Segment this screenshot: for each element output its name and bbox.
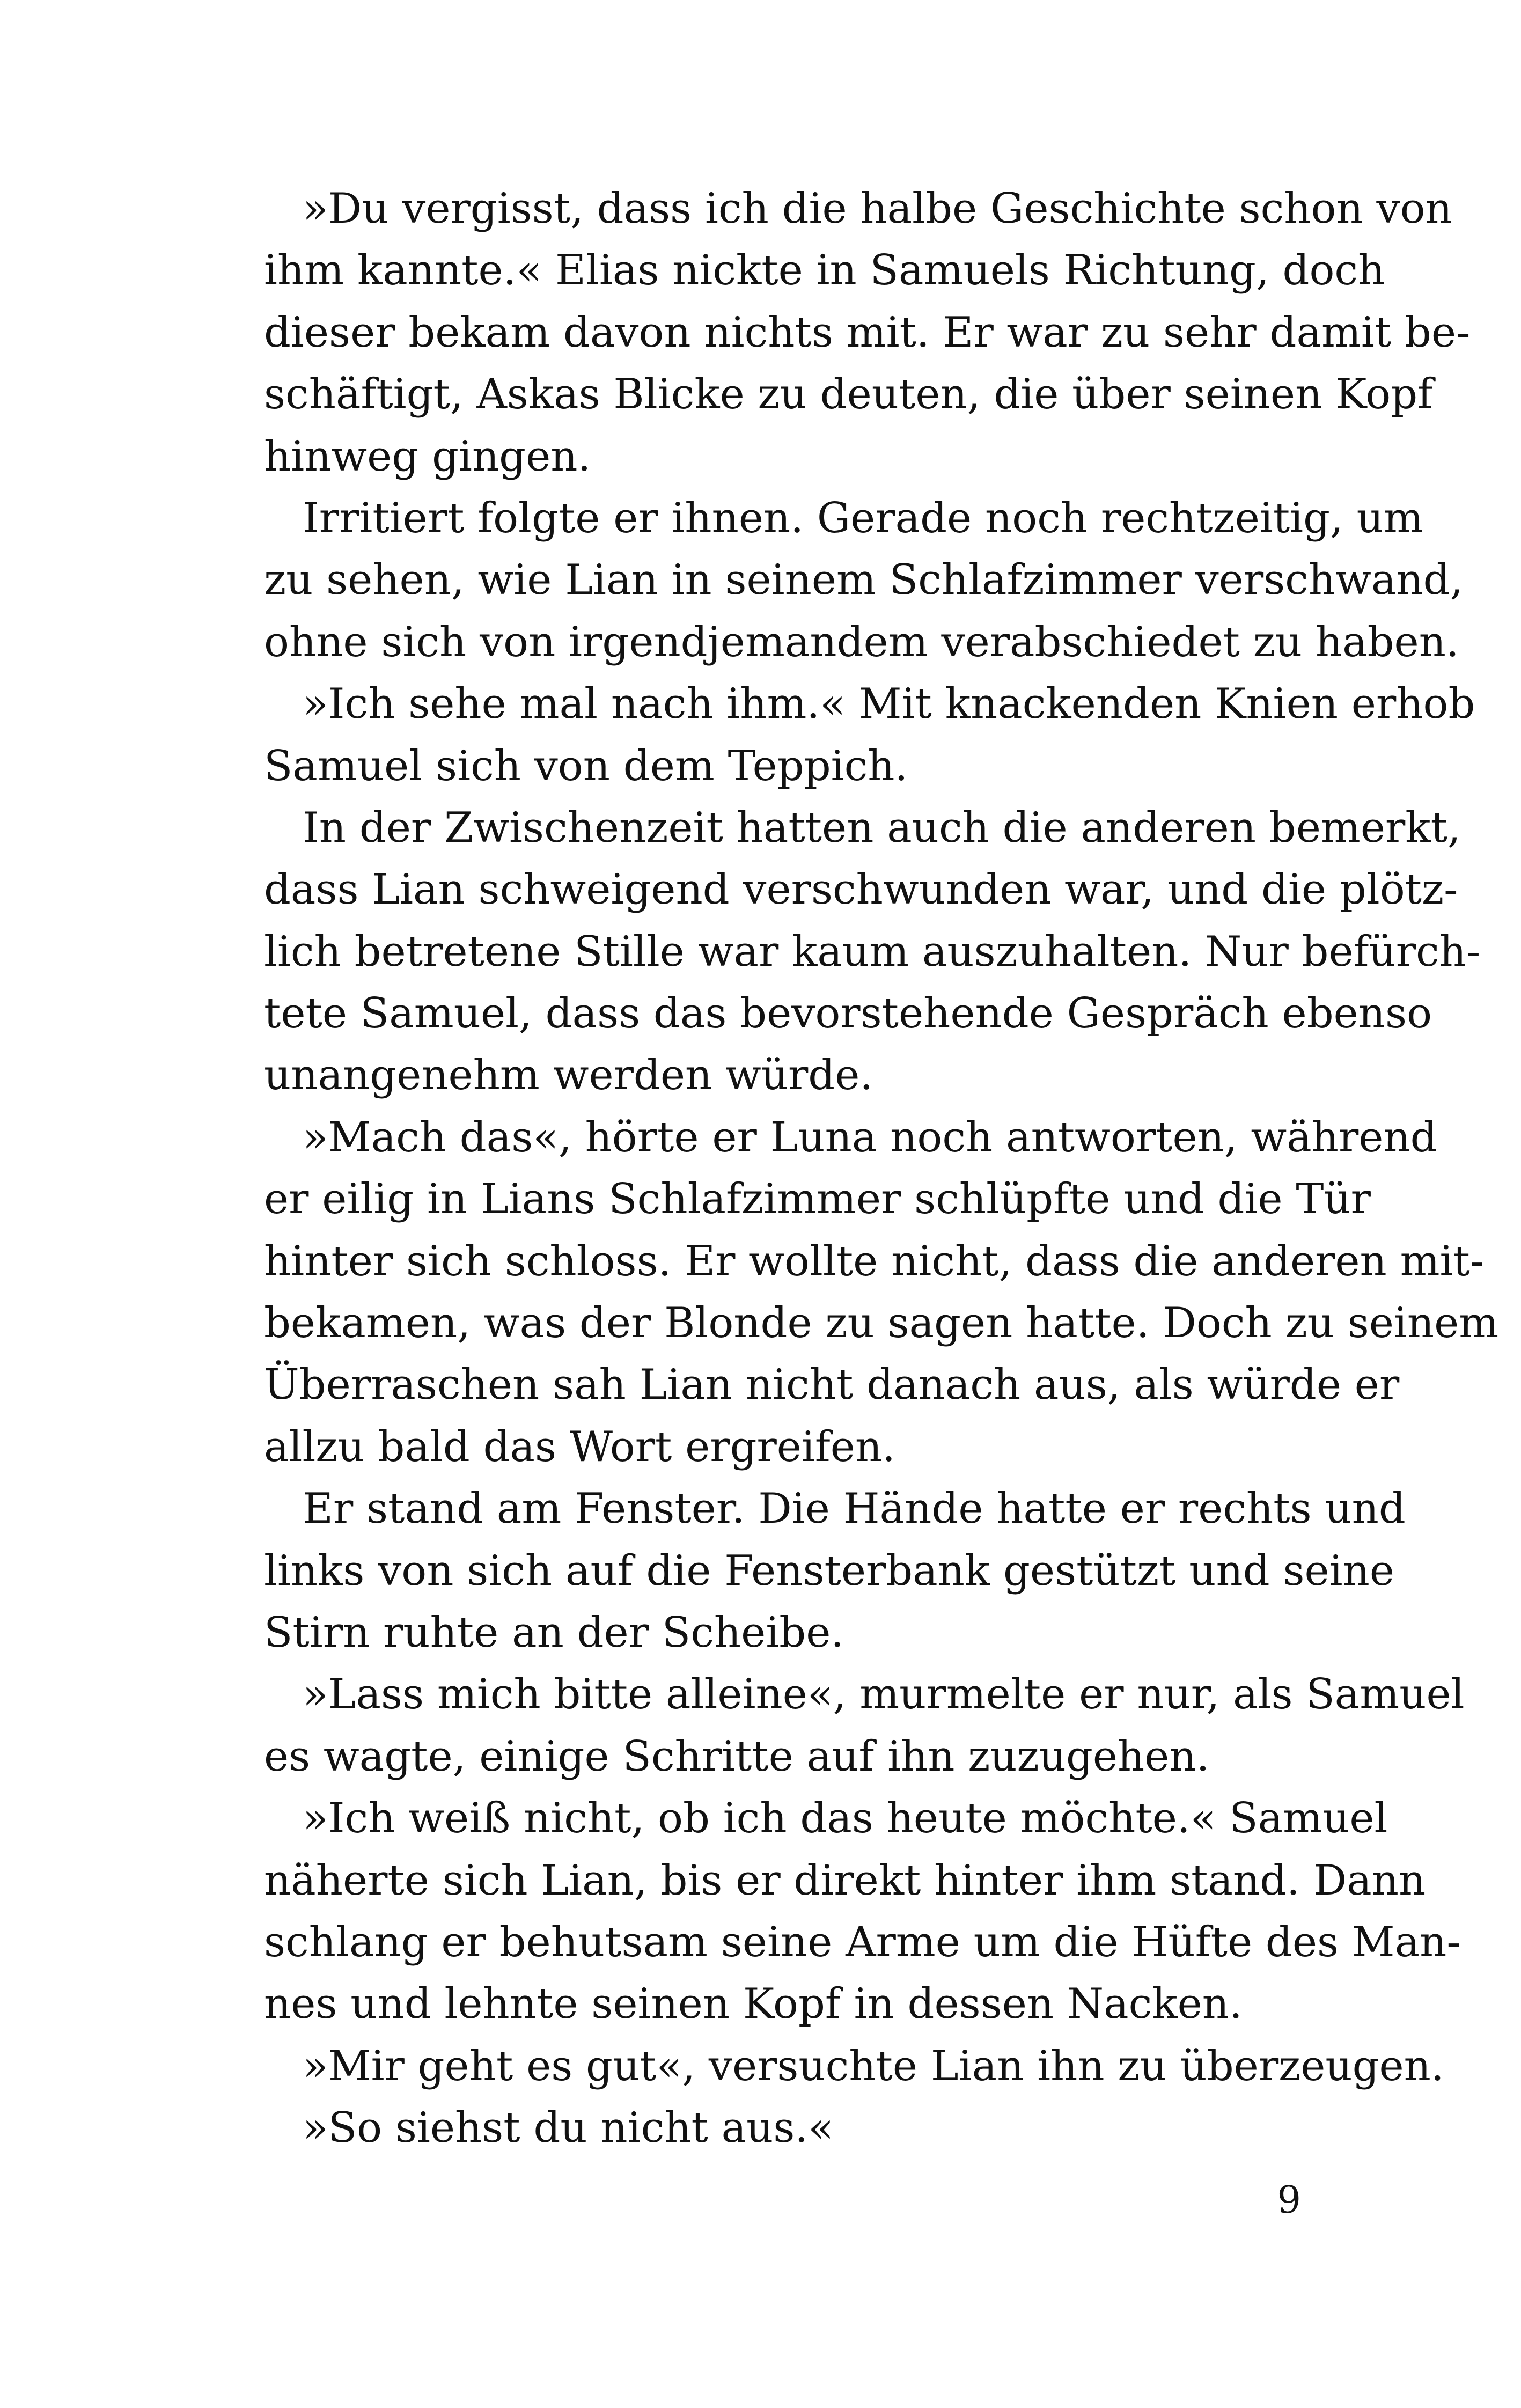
text-line: es wagte, einige Schritte auf ihn zuzugehen. xyxy=(264,1732,1210,1781)
text-line: dieser bekam davon nichts mit. Er war zu sehr damit be- xyxy=(264,308,1471,357)
paragraph xyxy=(225,488,1464,673)
text-line: zu sehen, wie Lian in seinem Schlafzimmer verschwand, xyxy=(264,556,1464,605)
text-line: Stirn ruhte an der Scheibe. xyxy=(264,1608,844,1657)
text-line: näherte sich Lian, bis er direkt hinter ihm stand. Dann xyxy=(264,1856,1426,1905)
text-line: tete Samuel, dass das bevorstehende Gespräch ebenso xyxy=(264,989,1432,1038)
text-line: allzu bald das Wort ergreifen. xyxy=(264,1422,895,1471)
text-line: hinter sich schloss. Er wollte nicht, dass die anderen mit- xyxy=(264,1237,1485,1286)
text-line: »Du vergisst, dass ich die halbe Geschichte schon von xyxy=(303,185,1452,233)
text-line: schäftigt, Askas Blicke zu deuten, die über seinen Kopf xyxy=(264,370,1434,419)
text-line: bekamen, was der Blonde zu sagen hatte. Doch zu seinem xyxy=(264,1299,1499,1348)
body-text xyxy=(225,178,1499,2160)
page-number: 9 xyxy=(1277,2178,1301,2222)
paragraph xyxy=(225,1478,1406,1664)
text-line: Samuel sich von dem Teppich. xyxy=(264,742,908,790)
text-line: ihm kannte.« Elias nickte in Samuels Richtung, doch xyxy=(264,246,1385,295)
text-line: unangenehm werden würde. xyxy=(264,1051,873,1100)
text-line: »Mir geht es gut«, versuchte Lian ihn zu überzeugen. xyxy=(303,2042,1444,2090)
paragraph xyxy=(225,1107,1499,1478)
paragraph xyxy=(225,1664,1465,1788)
text-line: dass Lian schweigend verschwunden war, und die plötz- xyxy=(264,865,1458,914)
text-line: er eilig in Lians Schlafzimmer schlüpfte und die Tür xyxy=(264,1175,1371,1224)
text-line: lich betretene Stille war kaum auszuhalten. Nur befürch- xyxy=(264,927,1481,976)
text-line: Irritiert folgte er ihnen. Gerade noch rechtzeitig, um xyxy=(303,494,1423,542)
text-line: hinweg gingen. xyxy=(264,432,591,481)
text-line: links von sich auf die Fensterbank gestützt und seine xyxy=(264,1546,1394,1595)
text-line: schlang er behutsam seine Arme um die Hüfte des Man- xyxy=(264,1918,1461,1966)
text-line: »Ich sehe mal nach ihm.« Mit knackenden Knien erhob xyxy=(303,680,1475,729)
paragraph xyxy=(225,178,1471,488)
paragraph xyxy=(225,797,1481,1107)
text-line: »Mach das«, hörte er Luna noch antworten, während xyxy=(303,1113,1437,1162)
paragraph xyxy=(225,1788,1461,2036)
text-line: ohne sich von irgendjemandem verabschiedet zu haben. xyxy=(264,618,1459,666)
text-line: In der Zwischenzeit hatten auch die anderen bemerkt, xyxy=(303,803,1461,852)
text-line: »Ich weiß nicht, ob ich das heute möchte.« Samuel xyxy=(303,1794,1388,1843)
text-line: Er stand am Fenster. Die Hände hatte er rechts und xyxy=(303,1485,1406,1533)
text-line: nes und lehnte seinen Kopf in dessen Nacken. xyxy=(264,1980,1243,2029)
text-line: Überraschen sah Lian nicht danach aus, als würde er xyxy=(264,1361,1400,1409)
text-line: »So siehst du nicht aus.« xyxy=(303,2104,834,2153)
paragraph xyxy=(225,2036,1444,2097)
text-line: »Lass mich bitte alleine«, murmelte er nur, als Samuel xyxy=(303,1670,1465,1719)
paragraph xyxy=(225,673,1475,797)
paragraph xyxy=(225,2097,1304,2159)
